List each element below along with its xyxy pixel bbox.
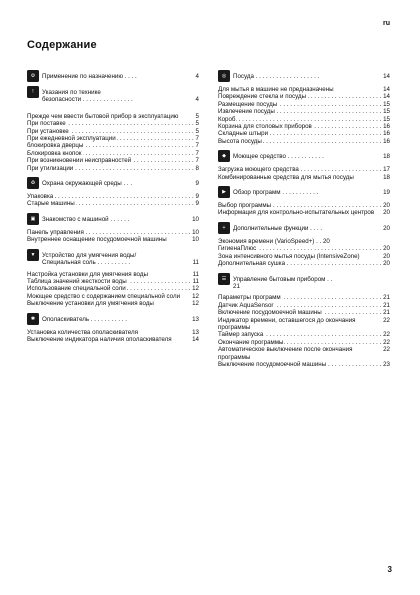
toc-entry[interactable] <box>27 285 199 292</box>
salt-icon: ▼ <box>27 249 39 261</box>
toc-entry[interactable] <box>27 165 199 172</box>
toc-entry-page: 17 <box>383 166 390 174</box>
toc-entry-title: Использование специальной соли <box>27 285 126 293</box>
programs-icon: ▶ <box>218 186 230 198</box>
toc-entry[interactable] <box>27 200 199 207</box>
toc-entry-page: 16 <box>383 123 390 131</box>
toc-entry[interactable] <box>218 294 390 301</box>
toc-entry-title: При возникновении неисправностей <box>27 157 132 165</box>
section-title: Управление бытовым прибором . . <box>233 275 333 283</box>
toc-entry-page: 15 <box>383 108 390 116</box>
section-page: 14 <box>383 73 390 80</box>
toc-section[interactable] <box>218 150 390 162</box>
toc-entry-title: Старые машины <box>27 200 75 208</box>
toc-entry[interactable] <box>27 113 199 120</box>
toc-entry-page: 18 <box>383 173 390 181</box>
toc-entry[interactable] <box>218 361 390 368</box>
toc-entry[interactable] <box>218 116 390 123</box>
toc-entry-title: Блокировка кнопок <box>27 149 82 157</box>
section-title: Посуда . . . . . . . . . . . . . . . . . . . <box>233 73 320 80</box>
toc-entry-page: 5 <box>195 112 199 120</box>
entry-group <box>218 238 390 268</box>
toc-entry-page: 20 <box>383 245 390 253</box>
entry-group <box>27 193 199 208</box>
toc-entry[interactable] <box>218 331 390 338</box>
language-code: ru <box>383 20 390 27</box>
toc-entry[interactable] <box>27 157 199 164</box>
toc-entry-title: Прежде чем ввести бытовой прибор в эксплуатацию <box>27 112 179 120</box>
toc-entry[interactable] <box>27 329 199 336</box>
toc-entry-title: Высота посуды <box>218 137 262 145</box>
toc-entry-title: Датчик AquaSensor <box>218 301 274 309</box>
section-title: Знакомство с машиной . . . . . . <box>42 215 130 223</box>
toc-entry-page: 9 <box>195 193 199 201</box>
toc-entry-title: При поставке <box>27 120 66 128</box>
toc-entry-page: 15 <box>383 115 390 123</box>
toc-entry-page: 22 <box>383 346 390 354</box>
toc-entry-page: 5 <box>195 120 199 128</box>
toc-entry[interactable] <box>218 101 390 108</box>
toc-entry-page: 9 <box>195 200 199 208</box>
toc-section[interactable] <box>218 186 390 198</box>
toc-entry-title: Извлечение посуды <box>218 108 275 116</box>
toc-entry[interactable] <box>218 253 390 260</box>
toc-entry[interactable] <box>218 123 390 130</box>
section-title: Применение по назначению . . . . <box>42 73 137 80</box>
dishes-icon: ◎ <box>218 70 230 82</box>
toc-entry-page: 21 <box>383 309 390 317</box>
toc-entry-page: 12 <box>192 300 199 308</box>
section-page: 13 <box>192 315 199 323</box>
toc-entry-page: 21 <box>383 294 390 302</box>
section-title: Устройство для умягчения воды/ <box>42 251 137 259</box>
toc-entry[interactable] <box>27 120 199 127</box>
section-title-cont: Специальная соль . . . . . . . . . . <box>42 259 131 267</box>
toc-entry-title: Таблица значений жесткости воды <box>27 277 127 285</box>
toc-entry-page: 22 <box>383 331 390 339</box>
toc-entry-page: 7 <box>195 142 199 150</box>
section-page: 11 <box>192 259 199 267</box>
section-page: 20 <box>383 224 390 232</box>
toc-entry-page: 12 <box>192 292 199 300</box>
toc-section[interactable] <box>27 177 199 189</box>
toc-section[interactable] <box>218 273 390 291</box>
section-title: Указания по технике <box>42 89 101 96</box>
section-page: 10 <box>192 215 199 223</box>
toc-section[interactable] <box>27 213 199 225</box>
toc-entry[interactable] <box>218 209 390 216</box>
toc-entry-page: 14 <box>383 93 390 101</box>
page-number: 3 <box>387 565 392 574</box>
toc-entry-title: Для мытья в машине не предназначены <box>218 86 334 93</box>
toc-entry[interactable] <box>218 346 390 361</box>
toc-entry-page: 20 <box>383 209 390 217</box>
section-title: Ополаскиватель . . . . . . . . . . . <box>42 315 127 323</box>
toc-entry[interactable] <box>27 142 199 149</box>
toc-entry-page: 20 <box>383 202 390 210</box>
toc-entry[interactable] <box>27 135 199 142</box>
toc-entry-page: 10 <box>192 228 199 236</box>
rinse-aid-icon: ✱ <box>27 313 39 325</box>
entry-group <box>218 166 390 181</box>
toc-entry[interactable] <box>27 229 199 236</box>
toc-section[interactable] <box>218 70 390 82</box>
section-page: 9 <box>195 180 199 188</box>
section-title: Охрана окружающей среды . . . <box>42 180 133 188</box>
toc-entry-title: Таймер запуска <box>218 331 264 339</box>
toc-entry[interactable] <box>218 317 390 332</box>
section-page: 4 <box>195 96 199 104</box>
section-title: Обзор программ . . . . . . . . . . . <box>233 189 319 197</box>
toc-entry-title: Параметры программ <box>218 294 281 302</box>
toc-entry-title: Дополнительная сушка <box>218 260 286 268</box>
toc-entry-title: Внутреннее оснащение посудомоечной машины <box>27 236 167 244</box>
toc-entry-title: Окончание программы <box>218 338 284 346</box>
toc-entry[interactable] <box>27 193 199 200</box>
toc-entry[interactable] <box>27 150 199 157</box>
toc-entry-page: 21 <box>383 301 390 309</box>
toc-entry-title: Установка количества ополаскивателя <box>27 328 138 336</box>
toc-entry-page: 13 <box>192 328 199 336</box>
toc-entry-page: 16 <box>383 137 390 145</box>
section-icon: ⚙ <box>27 70 39 82</box>
warning-icon: ! <box>27 86 39 98</box>
toc-entry-title: Панель управления <box>27 228 84 236</box>
toc-entry[interactable] <box>218 202 390 209</box>
section-page: 18 <box>383 153 390 161</box>
toc-entry[interactable] <box>27 300 199 307</box>
toc-entry[interactable] <box>218 238 390 245</box>
toc-entry-page: 14 <box>383 86 390 93</box>
toc-entry[interactable] <box>218 86 390 93</box>
toc-entry[interactable] <box>218 309 390 316</box>
toc-entry-title: ГигиенаПлюс <box>218 245 257 253</box>
toc-entry[interactable] <box>27 236 199 243</box>
toc-entry-page: 22 <box>383 338 390 346</box>
toc-section[interactable] <box>218 222 390 234</box>
toc-entry-title: Выключение посудомоечной машины <box>218 360 327 368</box>
toc-entry[interactable] <box>27 271 199 278</box>
toc-entry-page: 11 <box>192 277 199 285</box>
entry-group <box>27 113 199 172</box>
toc-entry-title: Упаковка <box>27 193 54 201</box>
entry-group <box>218 294 390 368</box>
toc-entry-title: Повреждение стекла и посуды <box>218 93 307 101</box>
section-title: Дополнительные функции . . . . <box>233 224 323 232</box>
recycle-icon: ♻ <box>27 177 39 189</box>
toc-entry-page: 20 <box>383 252 390 260</box>
toc-entry[interactable] <box>218 339 390 346</box>
toc-entry[interactable] <box>218 166 390 173</box>
section-page: 4 <box>195 73 199 80</box>
toc-entry-title: Корзина для столовых приборов <box>218 123 312 131</box>
toc-entry-page: 8 <box>195 164 199 172</box>
toc-entry[interactable] <box>218 108 390 115</box>
detergent-icon: ◆ <box>218 150 230 162</box>
plus-icon: + <box>218 222 230 234</box>
toc-entry-title: Короб <box>218 115 236 123</box>
toc-entry[interactable] <box>218 93 390 100</box>
toc-entry[interactable] <box>218 130 390 137</box>
toc-left-column <box>27 70 199 343</box>
toc-entry-page: 7 <box>195 149 199 157</box>
toc-entry-page: 12 <box>192 285 199 293</box>
toc-entry-title: блокировка дверцы <box>27 142 84 150</box>
toc-entry-page: 7 <box>195 157 199 165</box>
toc-entry-page: 11 <box>192 270 199 278</box>
toc-entry[interactable] <box>218 138 390 145</box>
entry-group <box>218 86 390 145</box>
toc-entry-page: 22 <box>383 316 390 324</box>
section-title: Моющее средство . . . . . . . . . . . <box>233 153 324 161</box>
dishwasher-icon: ▣ <box>27 213 39 225</box>
toc-section[interactable] <box>27 249 199 267</box>
toc-entry-page: 23 <box>383 360 390 368</box>
toc-entry-title: Настройка установки для умягчения воды <box>27 270 148 278</box>
toc-entry-title: Загрузка моющего средства <box>218 166 299 174</box>
page-title: Содержание <box>27 39 97 51</box>
toc-entry[interactable] <box>218 245 390 252</box>
section-title-cont: 21 <box>233 282 240 290</box>
toc-entry-title: Комбинированные средства для мытья посуды <box>218 173 354 181</box>
toc-entry[interactable] <box>27 128 199 135</box>
toc-section[interactable] <box>27 86 199 104</box>
toc-entry-title: Моющее средство с содержанием специальной соли <box>27 292 181 300</box>
toc-entry[interactable] <box>218 260 390 267</box>
toc-entry-title: Автоматическое выключение после окончания программы <box>218 346 353 361</box>
toc-right-column <box>218 70 390 368</box>
section-page: 19 <box>383 189 390 197</box>
toc-entry-page: 20 <box>383 260 390 268</box>
toc-entry-title: Экономия времени (VarioSpeed+) . . 20 <box>218 237 330 245</box>
toc-entry[interactable] <box>218 174 390 181</box>
toc-section[interactable] <box>27 313 199 325</box>
entry-group <box>27 329 199 344</box>
toc-entry-title: При утилизации <box>27 164 74 172</box>
toc-entry-title: Размещение посуды <box>218 100 278 108</box>
toc-entry-page: 7 <box>195 135 199 143</box>
toc-section[interactable] <box>27 70 199 82</box>
toc-entry-title: Зона интенсивного мытья посуды (IntensiveZone) <box>218 252 360 260</box>
toc-entry-page: 15 <box>383 100 390 108</box>
toc-entry-page: 5 <box>195 127 199 135</box>
section-title-cont: безопасности . . . . . . . . . . . . . . . <box>42 96 133 104</box>
toc-entry-page: 14 <box>192 335 199 343</box>
toc-entry-page: 16 <box>383 130 390 138</box>
entry-group <box>27 271 199 308</box>
entry-group <box>218 202 390 217</box>
toc-entry[interactable] <box>218 302 390 309</box>
toc-entry-title: При ежедневной эксплуатации <box>27 135 116 143</box>
toc-entry-page: 10 <box>192 236 199 244</box>
operation-icon: ☰ <box>218 273 230 285</box>
toc-entry-title: Выбор программы <box>218 202 272 210</box>
toc-entry-title: Включение посудомоечной машины <box>218 309 322 317</box>
toc-entry-title: При установке <box>27 127 69 135</box>
toc-entry[interactable] <box>27 336 199 343</box>
toc-entry[interactable] <box>27 293 199 300</box>
entry-group <box>27 229 199 244</box>
toc-entry-title: Информация для контрольно-испытательных центров <box>218 209 375 217</box>
toc-entry[interactable] <box>27 278 199 285</box>
toc-entry-title: Индикатор времени, оставшегося до окончания программы <box>218 316 356 331</box>
toc-entry-title: Складные штыри <box>218 130 269 138</box>
toc-entry-title: Выключение индикатора наличия ополаскивателя <box>27 335 172 343</box>
toc-entry-title: Выключение установки для умягчения воды <box>27 300 154 308</box>
